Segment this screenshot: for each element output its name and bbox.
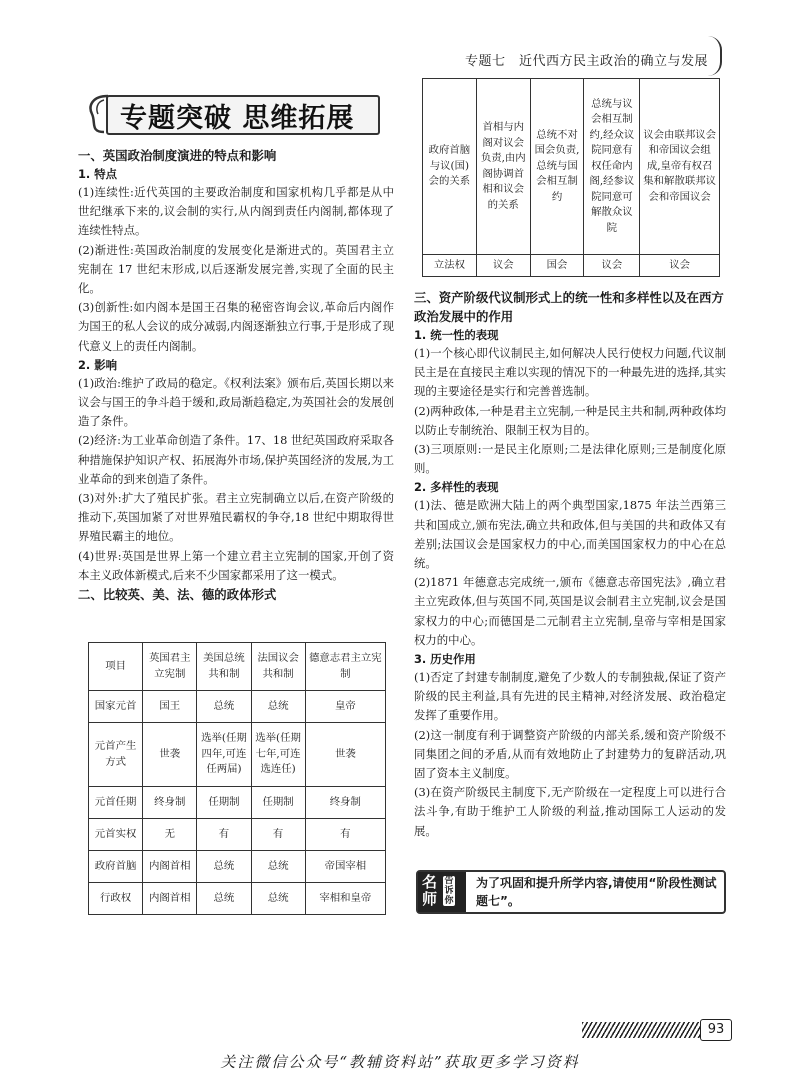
- section3-sub2: 2. 多样性的表现: [414, 480, 499, 495]
- table-cell: 任期制: [197, 787, 251, 819]
- table-cell: 政府首脑: [89, 851, 143, 883]
- section3-a1: (1)一个核心即代议制民主,如何解决人民行使权力问题,代议制民主是在直接民主难以实现的情况下的一种最先进的选择,其实现的主要途径是实行和完善普选制。: [414, 346, 726, 399]
- section3-c1: (1)否定了封建专制制度,避免了少数人的专制独裁,保证了资产阶级的民主利益,具有先进的民主精神,对经济发展、政治稳定发挥了重要作用。: [414, 670, 726, 723]
- table-cell: 行政权: [89, 883, 143, 915]
- table-cell: 元首产生方式: [89, 723, 143, 787]
- banner-title: 专题突破 思维拓展: [120, 103, 355, 134]
- table-cell: 总统: [251, 851, 305, 883]
- section3-b1: (1)法、德是欧洲大陆上的两个典型国家,1875 年法兰西第三共和国成立,颁布宪法,确立共和政体,但与美国的共和政体又有差别;法国议会是国家权力的中心,而美国国家权力的中心在总统。: [414, 498, 726, 571]
- table-cell: 总统不对国会负责,总统与国会相互制约: [530, 79, 584, 255]
- table-cell: 立法权: [423, 255, 477, 277]
- table-cell: 议会由联邦议会和帝国议会组成,皇帝有权召集和解散联邦议会和帝国议会: [640, 79, 720, 255]
- comparison-table-continued: [422, 78, 720, 277]
- section2-title: 二、比较英、美、法、德的政体形式: [78, 587, 277, 603]
- page-number: 93: [700, 1019, 732, 1041]
- table-cell: 国王: [143, 691, 197, 723]
- running-header: 专题七 近代西方民主政治的确立与发展: [464, 54, 708, 69]
- table-cell: 国家元首: [89, 691, 143, 723]
- teacher-tip-box: [416, 870, 726, 914]
- section1-q3: (3)对外:扩大了殖民扩张。君主立宪制确立以后,在资产阶级的推动下,英国加紧了对世界殖民霸权的争夺,18 世纪中期取得世界殖民霸主的地位。: [78, 491, 394, 544]
- teacher-tip-badge: [418, 872, 466, 912]
- table-header-cell: 英国君主立宪制: [143, 643, 197, 691]
- table-row: [423, 79, 720, 255]
- table-cell: 终身制: [305, 787, 385, 819]
- table-cell: 皇帝: [305, 691, 385, 723]
- tip-text: 为了巩固和提升所学内容,请使用“阶段性测试题七”。: [476, 876, 717, 908]
- table-cell: 总统: [197, 883, 251, 915]
- table-cell: 有: [305, 819, 385, 851]
- table-cell: 总统: [251, 883, 305, 915]
- section3-c3: (3)在资产阶级民主制度下,无产阶级在一定程度上可以进行合法斗争,有助于维护工人阶级的利益,推动国际工人运动的发展。: [414, 785, 726, 838]
- table-cell: 有: [197, 819, 251, 851]
- section3-sub1: 1. 统一性的表现: [414, 328, 499, 342]
- left-column: [78, 146, 394, 604]
- section1-title: 一、英国政治制度演进的特点和影响: [78, 148, 277, 163]
- table-row: [89, 883, 386, 915]
- table-cell: 终身制: [143, 787, 197, 819]
- table-cell: 世袭: [143, 723, 197, 787]
- table-cell: 选举(任期七年,可连选连任): [251, 723, 305, 787]
- page-number-hatch: [582, 1022, 702, 1038]
- table-cell: 总统: [197, 851, 251, 883]
- section3-title: 三、资产阶级代议制形式上的统一性和多样性以及在西方政治发展中的作用: [414, 290, 724, 324]
- table-cell: 宰相和皇帝: [305, 883, 385, 915]
- section-banner: [84, 92, 390, 136]
- table-row: [89, 723, 386, 787]
- section1-p3: (3)创新性:如内阁本是国王召集的秘密咨询会议,革命后内阁作为国王的私人会议的成分减弱,内阁逐渐独立行事,于是形成了现代意义上的责任内阁制。: [78, 300, 394, 353]
- table-cell: 议会: [476, 255, 530, 277]
- table-cell: 总统: [251, 691, 305, 723]
- table-cell: 无: [143, 819, 197, 851]
- table-row: [89, 787, 386, 819]
- table-cell: 有: [251, 819, 305, 851]
- table-header-cell: 美国总统共和制: [197, 643, 251, 691]
- right-column: [414, 288, 726, 841]
- section1-q1: (1)政治:维护了政局的稳定。《权利法案》颁布后,英国长期以来议会与国王的争斗趋于缓和,政局渐趋稳定,为英国社会的发展创造了条件。: [78, 375, 394, 429]
- table-cell: 政府首脑与议(国)会的关系: [423, 79, 477, 255]
- table-row: [89, 819, 386, 851]
- table-cell: 元首实权: [89, 819, 143, 851]
- footer-note: 关注微信公众号“教辅资料站”获取更多学习资料: [220, 1053, 580, 1071]
- section3-c2: (2)这一制度有利于调整资产阶级的内部关系,缓和资产阶级不同集团之间的矛盾,从而有效地防止了封建势力的复辟活动,巩固了资本主义制度。: [414, 727, 726, 781]
- section3-a3: (3)三项原则:一是民主化原则;二是法律化原则;三是制度化原则。: [414, 442, 726, 476]
- table-cell: 国会: [530, 255, 584, 277]
- table-header-cell: 德意志君主立宪制: [305, 643, 385, 691]
- table-cell: 首相与内阁对议会负责,由内阁协调首相和议会的关系: [476, 79, 530, 255]
- table-cell: 议会: [584, 255, 640, 277]
- section1-p1: (1)连续性:近代英国的主要政治制度和国家机构几乎都是从中世纪继承下来的,议会制的实行,从内阁到责任内阁制,都体现了连续性特点。: [78, 185, 394, 238]
- table-header-cell: 项目: [89, 643, 143, 691]
- table-cell: 元首任期: [89, 787, 143, 819]
- comparison-table: [88, 642, 386, 915]
- table-header-row: [89, 643, 386, 691]
- section1-q4: (4)世界:英国是世界上第一个建立君主立宪制的国家,开创了资本主义政体新模式,后来不少国家都采用了这一模式。: [78, 548, 394, 582]
- table-cell: 内阁首相: [143, 883, 197, 915]
- table-cell: 帝国宰相: [305, 851, 385, 883]
- table-cell: 世袭: [305, 723, 385, 787]
- table-cell: 议会: [640, 255, 720, 277]
- table-row: [89, 851, 386, 883]
- section3-b2: (2)1871 年德意志完成统一,颁布《德意志帝国宪法》,确立君主立宪政体,但与英国不同,英国是议会制君主立宪制,议会是国家权力的中心;而德国是二元制君主立宪制,皇帝与宰相是国家权力的中心。: [414, 575, 726, 647]
- section1-sub1: 1. 特点: [78, 167, 117, 181]
- section1-q2: (2)经济:为工业革命创造了条件。17、18 世纪英国政府采取各种措施保护知识产权、拓展海外市场,保护英国经济的发展,为工业革命的到来创造了条件。: [78, 433, 394, 486]
- table-cell: 总统与议会相互制约,经众议院同意有权任命内阁,经参议院同意可解散众议院: [584, 79, 640, 255]
- section1-p2: (2)渐进性:英国政治制度的发展变化是渐进式的。英国君主立宪制在 17 世纪末形成,以后逐渐发展完善,实现了全面的民主化。: [78, 242, 394, 296]
- table-row: [89, 691, 386, 723]
- badge-main-text: 名师: [422, 873, 438, 908]
- table-cell: 总统: [197, 691, 251, 723]
- table-cell: 任期制: [251, 787, 305, 819]
- section3-a2: (2)两种政体,一种是君主立宪制,一种是民主共和制,两种政体均以防止专制统治、限制王权为目的。: [414, 403, 726, 437]
- table-row: [423, 255, 720, 277]
- table-cell: 内阁首相: [143, 851, 197, 883]
- section1-sub2: 2. 影响: [78, 357, 117, 372]
- table-cell: 选举(任期四年,可连任两届): [197, 723, 251, 787]
- section3-sub3: 3. 历史作用: [414, 652, 476, 667]
- badge-small-text: 告诉你: [444, 876, 454, 906]
- table-header-cell: 法国议会共和制: [251, 643, 305, 691]
- header-bracket-ornament: [708, 36, 722, 76]
